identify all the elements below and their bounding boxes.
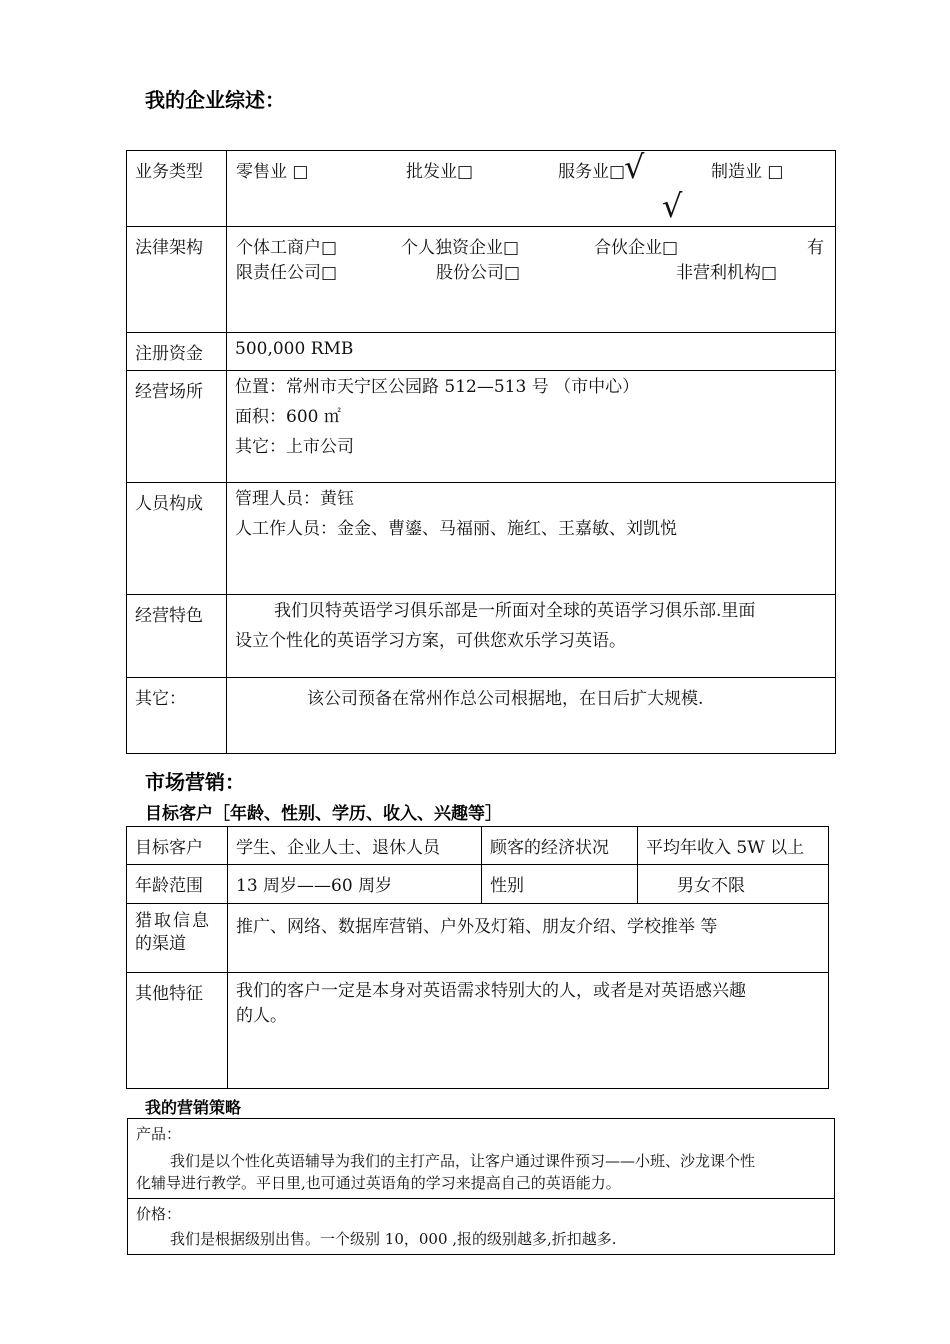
- capital-label: 注册资金: [127, 333, 227, 371]
- traits-line1: 我们的客户一定是本身对英语需求特别大的人，或者是对英语感兴趣: [236, 981, 746, 1001]
- age-value: 13 周岁——60 周岁: [236, 876, 393, 896]
- option-joint-stock: 股份公司□: [436, 263, 521, 283]
- row-target-customer: [127, 827, 829, 865]
- option-limited-part2: 限责任公司□: [236, 263, 338, 283]
- business-type-label: 业务类型: [127, 151, 227, 227]
- staff-workers: 人工作人员：金金、曹鎏、马福丽、施红、王嘉敏、刘凯悦: [235, 519, 677, 539]
- option-sole-proprietorship: 个人独资企业□: [401, 238, 520, 258]
- channels-label-line2: 的渠道: [135, 934, 186, 954]
- overview-table: [126, 150, 836, 754]
- option-sole-trader: 个体工商户□: [236, 238, 338, 258]
- legal-structure-label: 法律架构: [127, 227, 227, 333]
- features-line2: 设立个性化的英语学习方案，可供您欢乐学习英语。: [235, 631, 626, 651]
- option-partnership: 合伙企业□: [594, 238, 679, 258]
- premises-location: 位置：常州市天宁区公园路 512—513 号 （市中心）: [235, 377, 640, 397]
- product-line1: 我们是以个性化英语辅导为我们的主打产品，让客户通过课件预习——小班、沙龙课个性: [170, 1152, 756, 1170]
- staff-manager: 管理人员：黄钰: [235, 489, 354, 509]
- features-line1: 我们贝特英语学习俱乐部是一所面对全球的英语学习俱乐部.里面: [274, 601, 756, 621]
- others-text: 该公司预备在常州作总公司根据地，在日后扩大规模.: [307, 689, 704, 709]
- gender-label: 性别: [490, 876, 524, 896]
- overview-heading: 我的企业综述：: [145, 88, 285, 112]
- economic-value: 平均年收入 5W 以上: [646, 838, 805, 858]
- marketing-table: [126, 826, 829, 1089]
- traits-label: 其他特征: [127, 973, 228, 1089]
- row-staff: [127, 483, 836, 595]
- row-channels: [127, 904, 829, 973]
- price-label: 价格：: [136, 1205, 182, 1223]
- option-manufacturing: 制造业 □: [711, 162, 784, 182]
- age-label: 年龄范围: [127, 865, 228, 904]
- option-retail: 零售业 □: [236, 162, 309, 182]
- product-label: 产品：: [136, 1125, 182, 1143]
- row-age-range: [127, 865, 829, 904]
- option-non-profit: 非营利机构□: [676, 263, 778, 283]
- strategy-heading: 我的营销策略: [145, 1098, 242, 1117]
- others-label: 其它：: [127, 678, 227, 754]
- row-features: [127, 595, 836, 678]
- marketing-heading: 市场营销：: [145, 770, 245, 794]
- premises-other: 其它：上市公司: [235, 437, 354, 457]
- service-check-mark: √: [624, 148, 645, 186]
- traits-line2: 的人。: [236, 1006, 287, 1026]
- economic-label: 顾客的经济状况: [490, 838, 609, 858]
- row-premises: [127, 371, 836, 483]
- row-price: [128, 1199, 835, 1255]
- marketing-subheading: 目标客户［年龄、性别、学历、收入、兴趣等］: [145, 804, 502, 824]
- staff-label: 人员构成: [127, 483, 227, 595]
- channels-value: 推广、网络、数据库营销、户外及灯箱、朋友介绍、学校推举 等: [236, 917, 718, 937]
- row-other-traits: [127, 973, 829, 1089]
- row-product: [128, 1119, 835, 1199]
- product-line2: 化辅导进行教学。平日里,也可通过英语角的学习来提高自己的英语能力。: [136, 1174, 621, 1192]
- premises-label: 经营场所: [127, 371, 227, 483]
- features-label: 经营特色: [127, 595, 227, 678]
- row-business-type: [127, 151, 836, 227]
- row-others: [127, 678, 836, 754]
- premises-area: 面积：600 ㎡: [235, 407, 341, 427]
- option-service: 服务业□: [558, 162, 626, 182]
- legal-check-mark: √: [662, 187, 683, 225]
- option-wholesale: 批发业□: [406, 162, 474, 182]
- channels-label-line1: 猎取信息: [135, 911, 211, 931]
- option-limited-part1: 有: [807, 238, 824, 258]
- capital-value: 500,000 RMB: [235, 339, 354, 359]
- price-text: 我们是根据级别出售。一个级别 10，000 ,报的级别越多,折扣越多.: [170, 1230, 617, 1248]
- row-legal-structure: [127, 227, 836, 333]
- strategy-table: [127, 1118, 835, 1255]
- gender-value: 男女不限: [677, 876, 745, 896]
- row-capital: [127, 333, 836, 371]
- target-label: 目标客户: [127, 827, 228, 865]
- target-value: 学生、企业人士、退休人员: [236, 838, 440, 858]
